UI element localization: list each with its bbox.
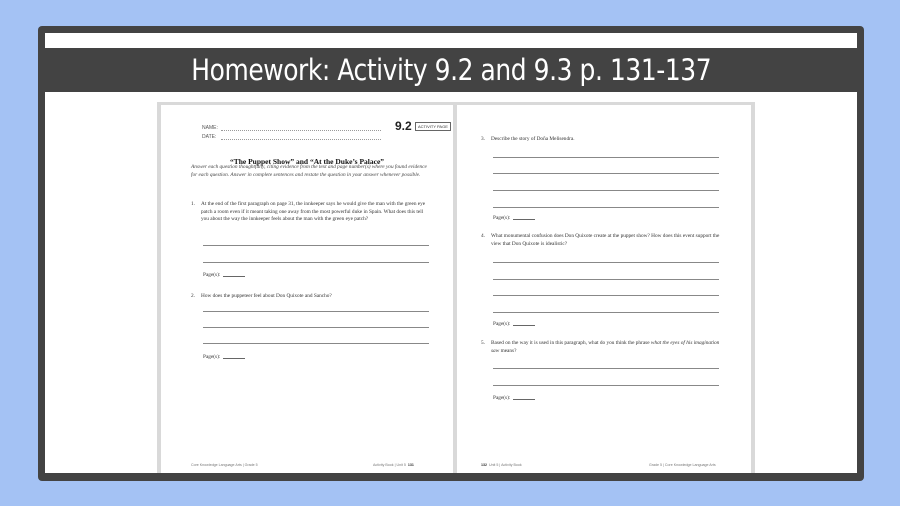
slide [45,33,857,473]
name-line [221,130,381,131]
question-4 [481,233,721,248]
footer-left: Core Knowledge Language Arts | Grade 5 [191,463,258,467]
question-3 [481,136,721,144]
slide-frame [38,26,864,481]
question-number: 4. [481,233,485,239]
pages-blank [513,399,535,400]
question-text-italic: what the eyes of his imagination saw [491,340,720,354]
footer-right: Grade 5 | Core Knowledge Language Arts [649,463,716,467]
footer-label: Activity Book | Unit 5 [373,463,406,467]
pages-field [493,215,535,221]
answer-line [493,295,719,296]
question-text [491,340,721,355]
title-bar [45,48,857,92]
pages-label: Page(s): [203,354,221,360]
pages-field [493,395,535,401]
pages-blank [223,276,245,277]
question-number: 1. [191,201,195,207]
question-text-end: means? [499,347,517,354]
question-text: How does the puppeteer feel about Don Quixote and Sancho? [201,293,332,299]
instructions: Answer each question thoughtfully, citing evidence from the text and page number(s) where you found evidence for each question. Answer in complete sentences and restate the question in your answer whenever possible. [191,164,427,178]
story-title: “The Puppet Show” and “At the Duke’s Palace” [229,157,385,166]
worksheet-page-right [457,105,751,473]
question-number: 3. [481,136,485,142]
footer-right [373,463,414,467]
answer-line [203,311,429,312]
answer-line [493,385,719,386]
footer-page-number: 131 [407,463,414,467]
pages-field [493,321,535,327]
question-number: 5. [481,340,485,346]
answer-line [493,190,719,191]
pages-blank [513,219,535,220]
pages-field [203,272,245,278]
question-text: At the end of the first paragraph on page 31, the innkeeper says he would give the man with the green eye patch a room even if it meant taking one away from the most powerful duke in Spain. What does this tell you about the way the innkeeper feels about the man with the green eye patch? [201,201,426,222]
answer-line [493,312,719,313]
answer-line [493,173,719,174]
question-text: What monumental confusion does Don Quixote create at the puppet show? How does this event support the view that Don Quixote is idealistic? [491,233,720,247]
answer-line [493,157,719,158]
pages-label: Page(s): [203,272,221,278]
worksheet-image [157,102,755,473]
pages-blank [513,325,535,326]
question-2 [191,293,429,301]
question-5 [481,340,721,355]
slide-title: Homework: Activity 9.2 and 9.3 p. 131-137 [191,53,711,87]
answer-line [203,343,429,344]
question-text: Describe the story of Doña Melisendra. [491,136,575,142]
activity-number: 9.2 [395,119,412,133]
activity-page-badge: ACTIVITY PAGE [415,122,451,131]
question-1 [191,201,429,224]
pages-label: Page(s): [493,321,511,327]
footer-page-number: 132 [481,463,487,467]
answer-line [493,368,719,369]
question-text-start: Based on the way it is used in this paragraph, what do you think the phrase [491,340,651,346]
answer-line [493,279,719,280]
pages-label: Page(s): [493,395,511,401]
answer-line [493,262,719,263]
answer-line [203,245,429,246]
pages-field [203,354,245,360]
answer-line [203,327,429,328]
answer-line [203,262,429,263]
question-number: 2. [191,293,195,299]
pages-label: Page(s): [493,215,511,221]
date-line [221,139,381,140]
answer-line [493,207,719,208]
date-label: DATE: [202,134,217,140]
footer-label: Unit 5 | Activity Book [489,463,522,467]
footer-left [481,463,522,467]
pages-blank [223,358,245,359]
worksheet-page-left [161,105,453,473]
name-label: NAME: [202,125,218,131]
